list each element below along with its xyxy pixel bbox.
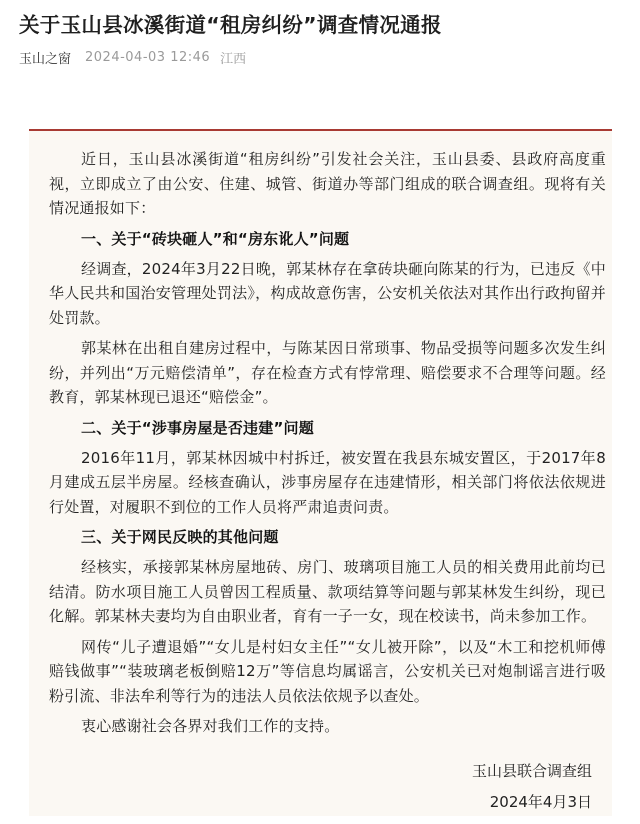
section-1-paragraph-1: 经调查，2024年3月22日晚，郭某林存在拿砖块砸向陈某的行为，已违反《中华人民共和国治安管理处罚法》，构成故意伤害，公安机关依法对其作出行政拘留并处罚款。 xyxy=(49,259,606,327)
article-title: 关于玉山县冰溪街道“租房纠纷”调查情况通报 xyxy=(19,13,442,37)
source-link[interactable]: 玉山之窗 xyxy=(19,51,72,67)
notice-body xyxy=(49,147,606,739)
signature-date: 2024年4月3日 xyxy=(489,793,592,811)
closing-paragraph: 衷心感谢社会各界对我们工作的支持。 xyxy=(81,717,340,735)
section-2-paragraph-1: 2016年11月，郭某林因城中村拆迁，被安置在我县东城安置区，于2017年8月建成五层半房屋。经核查确认，涉事房屋存在违建情形，相关部门将依法依规进行处置，对履职不到位的工作人员将严肃追责问责。 xyxy=(49,448,606,516)
section-1-paragraph-2: 郭某林在出租自建房过程中，与陈某因日常琐事、物品受损等问题多次发生纠纷，并列出“万元赔偿清单”，存在检查方式有悖常理、赔偿要求不合理等问题。经教育，郭某林现已退还“赔偿金”。 xyxy=(49,339,606,406)
signature-org: 玉山县联合调查组 xyxy=(471,762,592,780)
publish-time: 2024-04-03 12:46 xyxy=(85,49,211,65)
publish-region: 江西 xyxy=(220,51,247,67)
intro-paragraph: 近日，玉山县冰溪街道“租房纠纷”引发社会关注，玉山县委、县政府高度重视，立即成立了由公安、住建、城管、街道办等部门组成的联合调查组。现将有关情况通报如下： xyxy=(49,150,606,217)
section-3-paragraph-2: 网传“儿子遭退婚”“女儿是村妇女主任”“女儿被开除”，以及“木工和挖机师傅赔钱做事”“装玻璃老板倒赔12万”等信息均属谣言，公安机关已对炮制谣言进行吸粉引流、非法牟利等行为的违法人员依法依规予以查处。 xyxy=(49,637,606,705)
section-1-heading: 一、关于“砖块砸人”和“房东讹人”问题 xyxy=(81,229,350,248)
notice-image xyxy=(29,129,612,816)
section-3-heading: 三、关于网民反映的其他问题 xyxy=(81,528,279,546)
section-3-paragraph-1: 经核实，承接郭某林房屋地砖、房门、玻璃项目施工人员的相关费用此前均已结清。防水项目施工人员曾因工程质量、款项结算等问题与郭某林发生纠纷，现已化解。郭某林夫妻均为自由职业者，育有一子一女，现在校读书，尚未参加工作。 xyxy=(49,558,606,625)
article-meta xyxy=(19,47,246,67)
section-2-heading: 二、关于“涉事房屋是否违建”问题 xyxy=(81,418,314,437)
